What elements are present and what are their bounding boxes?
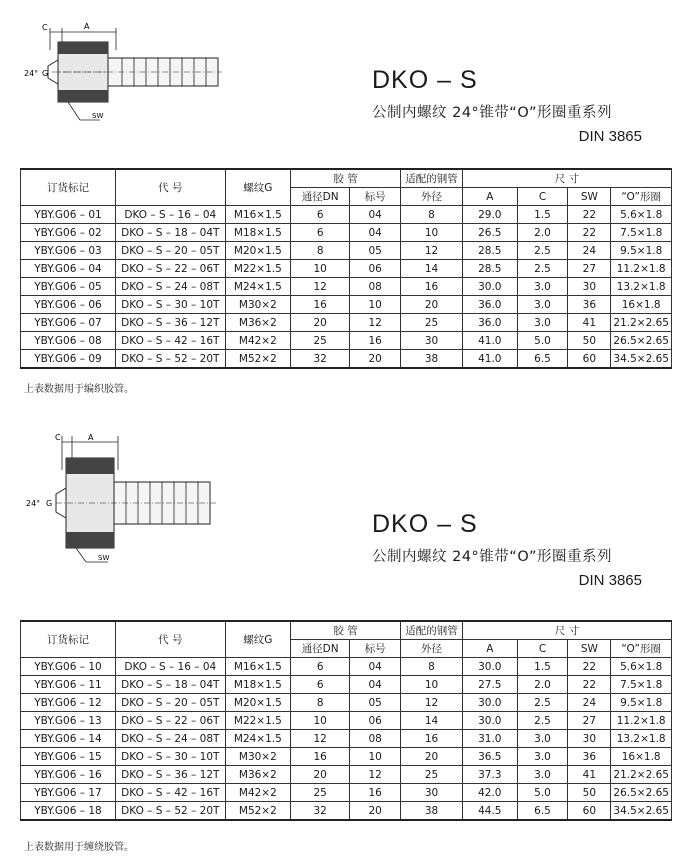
cell-dim-a: 41.0 <box>462 332 517 350</box>
cell-o-ring: 9.5×1.8 <box>611 242 672 260</box>
header-hose-dn: 通径DN <box>291 640 350 658</box>
cell-hose-mark: 06 <box>350 712 401 730</box>
cell-steel-pipe-od: 8 <box>401 206 463 224</box>
cell-hose-mark: 05 <box>350 694 401 712</box>
cell-dim-sw: 27 <box>568 260 611 278</box>
cell-part-code: DKO – S – 52 – 20T <box>115 802 225 821</box>
table-row <box>21 314 672 332</box>
cell-o-ring: 11.2×1.8 <box>611 712 672 730</box>
cell-order-code: YBY.G06 – 05 <box>21 278 116 296</box>
cell-dim-sw: 60 <box>568 802 611 821</box>
cell-thread: M16×1.5 <box>225 206 290 224</box>
cell-o-ring: 26.5×2.65 <box>611 784 672 802</box>
cell-hose-dn: 20 <box>291 766 350 784</box>
cell-dim-sw: 50 <box>568 332 611 350</box>
cell-dim-sw: 41 <box>568 766 611 784</box>
cell-o-ring: 11.2×1.8 <box>611 260 672 278</box>
header-hose: 胶 管 <box>291 169 401 188</box>
cell-dim-a: 27.5 <box>462 676 517 694</box>
cell-part-code: DKO – S – 22 – 06T <box>115 260 225 278</box>
cell-dim-c: 2.5 <box>517 242 568 260</box>
cell-thread: M16×1.5 <box>225 658 290 676</box>
header-order-code: 订货标记 <box>21 169 116 206</box>
table-row <box>21 278 672 296</box>
cell-hose-mark: 06 <box>350 260 401 278</box>
cell-dim-c: 2.5 <box>517 712 568 730</box>
cell-part-code: DKO – S – 30 – 10T <box>115 748 225 766</box>
cell-order-code: YBY.G06 – 07 <box>21 314 116 332</box>
cell-order-code: YBY.G06 – 18 <box>21 802 116 821</box>
cell-hose-dn: 6 <box>291 206 350 224</box>
header-part-code: 代 号 <box>115 621 225 658</box>
cell-hose-dn: 12 <box>291 730 350 748</box>
cell-o-ring: 34.5×2.65 <box>611 802 672 821</box>
table-row <box>21 694 672 712</box>
cell-dim-a: 30.0 <box>462 712 517 730</box>
cell-dim-sw: 22 <box>568 206 611 224</box>
header-dim-a: A <box>462 640 517 658</box>
cell-hose-mark: 08 <box>350 730 401 748</box>
cell-thread: M20×1.5 <box>225 242 290 260</box>
cell-dim-a: 26.5 <box>462 224 517 242</box>
cell-order-code: YBY.G06 – 02 <box>21 224 116 242</box>
dim-c-label: C <box>42 23 48 32</box>
dim-a-label: A <box>84 22 90 31</box>
cell-order-code: YBY.G06 – 13 <box>21 712 116 730</box>
cell-part-code: DKO – S – 20 – 05T <box>115 694 225 712</box>
cell-steel-pipe-od: 12 <box>401 694 463 712</box>
cell-hose-dn: 6 <box>291 658 350 676</box>
dim-c-label: C <box>55 433 61 442</box>
header-steel-pipe: 适配的钢管 <box>401 169 463 188</box>
cell-hose-mark: 20 <box>350 802 401 821</box>
wrench-label: SW <box>92 112 104 120</box>
cell-dim-sw: 24 <box>568 694 611 712</box>
table-row <box>21 206 672 224</box>
table-row <box>21 260 672 278</box>
cell-hose-dn: 25 <box>291 332 350 350</box>
cell-dim-c: 6.5 <box>517 350 568 369</box>
cell-dim-a: 36.0 <box>462 296 517 314</box>
cell-thread: M24×1.5 <box>225 730 290 748</box>
standard-label: DIN 3865 <box>578 128 642 145</box>
cell-steel-pipe-od: 14 <box>401 712 463 730</box>
cell-thread: M36×2 <box>225 766 290 784</box>
header-dimensions: 尺 寸 <box>462 621 671 640</box>
cell-order-code: YBY.G06 – 16 <box>21 766 116 784</box>
cell-hose-mark: 04 <box>350 224 401 242</box>
cell-part-code: DKO – S – 36 – 12T <box>115 314 225 332</box>
cell-hose-dn: 10 <box>291 712 350 730</box>
cell-dim-a: 29.0 <box>462 206 517 224</box>
header-thread: 螺纹G <box>225 169 290 206</box>
header-order-code: 订货标记 <box>21 621 116 658</box>
cell-thread: M24×1.5 <box>225 278 290 296</box>
cell-order-code: YBY.G06 – 04 <box>21 260 116 278</box>
cell-dim-sw: 50 <box>568 784 611 802</box>
header-dim-sw: SW <box>568 640 611 658</box>
cell-part-code: DKO – S – 20 – 05T <box>115 242 225 260</box>
cell-dim-sw: 36 <box>568 296 611 314</box>
cell-hose-dn: 32 <box>291 350 350 369</box>
cell-steel-pipe-od: 10 <box>401 224 463 242</box>
cell-dim-sw: 27 <box>568 712 611 730</box>
cell-o-ring: 34.5×2.65 <box>611 350 672 369</box>
cell-dim-a: 44.5 <box>462 802 517 821</box>
cell-dim-sw: 36 <box>568 748 611 766</box>
table-row <box>21 658 672 676</box>
header-hose: 胶 管 <box>291 621 401 640</box>
cell-order-code: YBY.G06 – 01 <box>21 206 116 224</box>
cell-dim-c: 3.0 <box>517 278 568 296</box>
cell-dim-sw: 41 <box>568 314 611 332</box>
cell-hose-dn: 10 <box>291 260 350 278</box>
cell-hose-dn: 20 <box>291 314 350 332</box>
cell-dim-c: 3.0 <box>517 296 568 314</box>
cell-part-code: DKO – S – 30 – 10T <box>115 296 225 314</box>
cell-hose-mark: 04 <box>350 676 401 694</box>
title-block <box>372 510 672 589</box>
cell-thread: M22×1.5 <box>225 712 290 730</box>
cell-o-ring: 5.6×1.8 <box>611 658 672 676</box>
cell-dim-sw: 60 <box>568 350 611 369</box>
cell-o-ring: 21.2×2.65 <box>611 766 672 784</box>
cell-order-code: YBY.G06 – 08 <box>21 332 116 350</box>
cell-dim-sw: 30 <box>568 278 611 296</box>
cell-hose-mark: 08 <box>350 278 401 296</box>
cell-order-code: YBY.G06 – 15 <box>21 748 116 766</box>
cell-dim-c: 2.5 <box>517 694 568 712</box>
cell-part-code: DKO – S – 16 – 04 <box>115 206 225 224</box>
cell-dim-c: 3.0 <box>517 766 568 784</box>
cell-thread: M52×2 <box>225 350 290 369</box>
cell-hose-mark: 04 <box>350 658 401 676</box>
cell-hose-dn: 16 <box>291 748 350 766</box>
cell-thread: M18×1.5 <box>225 224 290 242</box>
title-block <box>372 66 672 145</box>
cell-hose-dn: 16 <box>291 296 350 314</box>
table-row <box>21 224 672 242</box>
wrench-label: SW <box>98 554 110 562</box>
table-row <box>21 802 672 821</box>
cell-hose-dn: 25 <box>291 784 350 802</box>
cell-hose-mark: 05 <box>350 242 401 260</box>
header-dim-o: “O”形圈 <box>611 640 672 658</box>
cell-hose-mark: 12 <box>350 314 401 332</box>
cell-hose-mark: 16 <box>350 784 401 802</box>
cell-dim-c: 3.0 <box>517 748 568 766</box>
cell-dim-c: 5.0 <box>517 784 568 802</box>
cell-dim-c: 2.0 <box>517 676 568 694</box>
fitting-drawing <box>22 430 232 570</box>
cell-dim-sw: 22 <box>568 658 611 676</box>
header-dim-o: “O”形圈 <box>611 188 672 206</box>
cell-hose-mark: 20 <box>350 350 401 369</box>
dim-a-label: A <box>88 433 94 442</box>
cell-o-ring: 13.2×1.8 <box>611 278 672 296</box>
cell-dim-sw: 22 <box>568 676 611 694</box>
cell-dim-sw: 30 <box>568 730 611 748</box>
table-row <box>21 730 672 748</box>
cell-dim-c: 6.5 <box>517 802 568 821</box>
cell-dim-c: 1.5 <box>517 658 568 676</box>
header-dim-sw: SW <box>568 188 611 206</box>
table-row <box>21 712 672 730</box>
cell-order-code: YBY.G06 – 17 <box>21 784 116 802</box>
series-subtitle: 公制内螺纹 24°锥带“O”形圈重系列 <box>372 549 612 565</box>
cell-steel-pipe-od: 16 <box>401 278 463 296</box>
table-row <box>21 766 672 784</box>
cell-o-ring: 9.5×1.8 <box>611 694 672 712</box>
cell-steel-pipe-od: 20 <box>401 296 463 314</box>
header-dim-c: C <box>517 640 568 658</box>
cell-steel-pipe-od: 8 <box>401 658 463 676</box>
cell-order-code: YBY.G06 – 03 <box>21 242 116 260</box>
cell-o-ring: 16×1.8 <box>611 296 672 314</box>
thread-label: G <box>42 69 49 78</box>
cell-dim-c: 2.5 <box>517 260 568 278</box>
cell-order-code: YBY.G06 – 11 <box>21 676 116 694</box>
model-title: DKO – S <box>372 510 478 538</box>
table-row <box>21 748 672 766</box>
table-row <box>21 242 672 260</box>
angle-label: 24° <box>26 499 41 508</box>
cell-o-ring: 7.5×1.8 <box>611 676 672 694</box>
header-steel-pipe: 适配的钢管 <box>401 621 463 640</box>
cell-dim-c: 1.5 <box>517 206 568 224</box>
header-part-code: 代 号 <box>115 169 225 206</box>
cell-o-ring: 16×1.8 <box>611 748 672 766</box>
cell-steel-pipe-od: 25 <box>401 314 463 332</box>
header-hose-mark: 标号 <box>350 640 401 658</box>
cell-thread: M22×1.5 <box>225 260 290 278</box>
cell-o-ring: 7.5×1.8 <box>611 224 672 242</box>
cell-dim-a: 30.0 <box>462 278 517 296</box>
table-row <box>21 296 672 314</box>
angle-label: 24° <box>24 69 39 78</box>
header-dim-c: C <box>517 188 568 206</box>
cell-o-ring: 21.2×2.65 <box>611 314 672 332</box>
cell-thread: M30×2 <box>225 748 290 766</box>
cell-part-code: DKO – S – 42 – 16T <box>115 784 225 802</box>
model-title: DKO – S <box>372 66 478 94</box>
cell-steel-pipe-od: 14 <box>401 260 463 278</box>
cell-dim-a: 31.0 <box>462 730 517 748</box>
table-row <box>21 784 672 802</box>
cell-steel-pipe-od: 38 <box>401 350 463 369</box>
cell-part-code: DKO – S – 42 – 16T <box>115 332 225 350</box>
cell-dim-a: 41.0 <box>462 350 517 369</box>
cell-part-code: DKO – S – 22 – 06T <box>115 712 225 730</box>
cell-part-code: DKO – S – 16 – 04 <box>115 658 225 676</box>
cell-o-ring: 5.6×1.8 <box>611 206 672 224</box>
cell-order-code: YBY.G06 – 06 <box>21 296 116 314</box>
table-row <box>21 350 672 369</box>
cell-thread: M42×2 <box>225 784 290 802</box>
cell-hose-mark: 12 <box>350 766 401 784</box>
cell-o-ring: 13.2×1.8 <box>611 730 672 748</box>
cell-thread: M20×1.5 <box>225 694 290 712</box>
cell-hose-mark: 16 <box>350 332 401 350</box>
thread-label: G <box>46 499 53 508</box>
header-steel-pipe-od: 外径 <box>401 188 463 206</box>
product-section-braided <box>0 0 695 420</box>
product-section-spiral <box>0 430 695 858</box>
cell-hose-dn: 32 <box>291 802 350 821</box>
header-hose-mark: 标号 <box>350 188 401 206</box>
cell-thread: M36×2 <box>225 314 290 332</box>
cell-part-code: DKO – S – 52 – 20T <box>115 350 225 369</box>
cell-dim-c: 3.0 <box>517 314 568 332</box>
cell-part-code: DKO – S – 24 – 08T <box>115 730 225 748</box>
cell-part-code: DKO – S – 36 – 12T <box>115 766 225 784</box>
cell-thread: M30×2 <box>225 296 290 314</box>
header-hose-dn: 通径DN <box>291 188 350 206</box>
cell-dim-a: 30.0 <box>462 694 517 712</box>
cell-hose-dn: 8 <box>291 694 350 712</box>
cell-hose-dn: 6 <box>291 676 350 694</box>
header-thread: 螺纹G <box>225 621 290 658</box>
cell-order-code: YBY.G06 – 12 <box>21 694 116 712</box>
cell-thread: M52×2 <box>225 802 290 821</box>
cell-hose-mark: 10 <box>350 296 401 314</box>
cell-hose-dn: 8 <box>291 242 350 260</box>
cell-order-code: YBY.G06 – 10 <box>21 658 116 676</box>
cell-dim-a: 42.0 <box>462 784 517 802</box>
cell-dim-c: 3.0 <box>517 730 568 748</box>
table-note: 上表数据用于编织胶管。 <box>24 384 134 395</box>
cell-hose-mark: 04 <box>350 206 401 224</box>
standard-label: DIN 3865 <box>578 572 642 589</box>
cell-order-code: YBY.G06 – 09 <box>21 350 116 369</box>
cell-steel-pipe-od: 20 <box>401 748 463 766</box>
cell-hose-mark: 10 <box>350 748 401 766</box>
cell-order-code: YBY.G06 – 14 <box>21 730 116 748</box>
cell-part-code: DKO – S – 18 – 04T <box>115 224 225 242</box>
cell-dim-sw: 24 <box>568 242 611 260</box>
cell-o-ring: 26.5×2.65 <box>611 332 672 350</box>
header-steel-pipe-od: 外径 <box>401 640 463 658</box>
series-subtitle: 公制内螺纹 24°锥带“O”形圈重系列 <box>372 105 612 121</box>
cell-dim-c: 2.0 <box>517 224 568 242</box>
cell-part-code: DKO – S – 18 – 04T <box>115 676 225 694</box>
cell-steel-pipe-od: 12 <box>401 242 463 260</box>
cell-part-code: DKO – S – 24 – 08T <box>115 278 225 296</box>
cell-dim-a: 36.5 <box>462 748 517 766</box>
cell-dim-a: 37.3 <box>462 766 517 784</box>
cell-dim-c: 5.0 <box>517 332 568 350</box>
spec-table <box>20 168 672 369</box>
cell-steel-pipe-od: 25 <box>401 766 463 784</box>
table-row <box>21 332 672 350</box>
cell-thread: M18×1.5 <box>225 676 290 694</box>
cell-hose-dn: 6 <box>291 224 350 242</box>
cell-steel-pipe-od: 30 <box>401 784 463 802</box>
fitting-drawing <box>22 20 232 130</box>
cell-hose-dn: 12 <box>291 278 350 296</box>
cell-dim-a: 30.0 <box>462 658 517 676</box>
header-dim-a: A <box>462 188 517 206</box>
cell-steel-pipe-od: 16 <box>401 730 463 748</box>
table-row <box>21 676 672 694</box>
table-note: 上表数据用于缠绕胶管。 <box>24 842 134 853</box>
cell-dim-a: 28.5 <box>462 260 517 278</box>
cell-steel-pipe-od: 38 <box>401 802 463 821</box>
spec-table <box>20 620 672 821</box>
cell-steel-pipe-od: 10 <box>401 676 463 694</box>
cell-dim-a: 28.5 <box>462 242 517 260</box>
cell-steel-pipe-od: 30 <box>401 332 463 350</box>
cell-dim-sw: 22 <box>568 224 611 242</box>
cell-dim-a: 36.0 <box>462 314 517 332</box>
header-dimensions: 尺 寸 <box>462 169 671 188</box>
cell-thread: M42×2 <box>225 332 290 350</box>
